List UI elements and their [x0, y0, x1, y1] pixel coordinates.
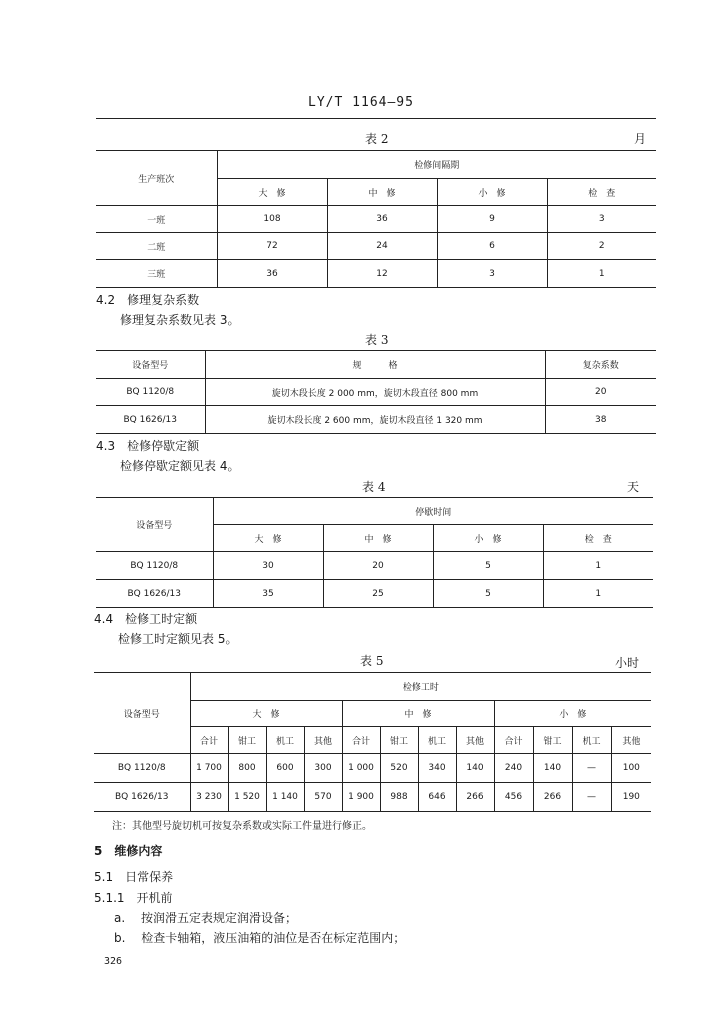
table-cell: 36: [327, 206, 437, 233]
table3-col-header: 设备型号: [96, 351, 205, 379]
row-label: 二班: [96, 233, 217, 260]
row-label: BQ 1120/8: [96, 379, 205, 406]
table-cell: 旋切木段长度 2 000 mm，旋切木段直径 800 mm: [205, 379, 545, 406]
table-cell: 108: [217, 206, 327, 233]
section-5-1-1-heading: 5.1.1 开机前: [94, 891, 173, 905]
page-number: 326: [104, 956, 123, 967]
table-cell: 800: [228, 754, 266, 783]
table5-subgroup-header: 小 修: [494, 701, 651, 727]
table2: [96, 150, 656, 288]
row-label: BQ 1120/8: [94, 754, 190, 783]
list-marker: a.: [114, 911, 126, 925]
row-label: 三班: [96, 260, 217, 288]
table4-group-header: 停歇时间: [213, 498, 653, 525]
table5-col-header: 合计: [494, 727, 533, 754]
table-cell: 35: [213, 580, 323, 608]
row-label: BQ 1626/13: [96, 580, 213, 608]
table2-col-header: 大 修: [217, 179, 327, 206]
table-cell: 24: [327, 233, 437, 260]
table-cell: 266: [456, 783, 494, 812]
table5-note: 注：其他型号旋切机可按复杂系数或实际工件量进行修正。: [112, 821, 372, 832]
section-4-2-text: 修理复杂系数见表 3。: [120, 313, 240, 327]
table-row: [96, 233, 656, 260]
table5-group-header: 检修工时: [190, 673, 651, 701]
table-cell: —: [572, 783, 611, 812]
table-cell: 9: [437, 206, 547, 233]
table-cell: 1 900: [342, 783, 380, 812]
table5-caption: 表 5: [360, 654, 384, 668]
table-cell: 100: [611, 754, 651, 783]
table-cell: 1: [543, 552, 653, 580]
table2-group-header: 检修间隔期: [217, 151, 656, 179]
section-4-3-heading: 4.3 检修停歇定额: [96, 439, 200, 453]
table-cell: 140: [533, 754, 572, 783]
row-label: BQ 1626/13: [94, 783, 190, 812]
table-cell: 6: [437, 233, 547, 260]
table5-unit: 小时: [615, 656, 640, 670]
table-cell: 25: [323, 580, 433, 608]
table-cell: 3: [437, 260, 547, 288]
table5-subgroup-header: 中 修: [342, 701, 494, 727]
table2-row-header: 生产班次: [96, 151, 217, 206]
table5-col-header: 钳工: [533, 727, 572, 754]
table-row: [96, 580, 653, 608]
table-row: [94, 754, 651, 783]
table5-col-header: 其他: [304, 727, 342, 754]
table5-col-header: 机工: [572, 727, 611, 754]
row-label: 一班: [96, 206, 217, 233]
table-cell: 12: [327, 260, 437, 288]
table-cell: 20: [323, 552, 433, 580]
table5-col-header: 合计: [190, 727, 228, 754]
table-cell: 140: [456, 754, 494, 783]
table-cell: 266: [533, 783, 572, 812]
table2-col-header: 小 修: [437, 179, 547, 206]
table4-col-header: 小 修: [433, 525, 543, 552]
list-item-text: 按润滑五定表规定润滑设备；: [141, 911, 298, 925]
table4-col-header: 大 修: [213, 525, 323, 552]
table5-col-header: 钳工: [228, 727, 266, 754]
table-cell: 5: [433, 552, 543, 580]
table-cell: 988: [380, 783, 418, 812]
header-rule: [96, 118, 656, 119]
table-cell: 30: [213, 552, 323, 580]
table4-caption: 表 4: [362, 480, 386, 494]
table2-caption: 表 2: [365, 132, 389, 146]
table-cell: 190: [611, 783, 651, 812]
table4: [96, 497, 653, 608]
table5: [94, 672, 651, 812]
table-cell: 36: [217, 260, 327, 288]
table3: [96, 350, 656, 434]
table-cell: 旋切木段长度 2 600 mm，旋切木段直径 1 320 mm: [205, 406, 545, 434]
table-cell: 340: [418, 754, 456, 783]
row-label: BQ 1120/8: [96, 552, 213, 580]
list-marker: b.: [114, 931, 126, 945]
section-4-4-heading: 4.4 检修工时定额: [94, 612, 198, 626]
table5-col-header: 合计: [342, 727, 380, 754]
table2-col-header: 中 修: [327, 179, 437, 206]
table-cell: 1 000: [342, 754, 380, 783]
table5-col-header: 其他: [456, 727, 494, 754]
table5-col-header: 钳工: [380, 727, 418, 754]
table5-subgroup-header: 大 修: [190, 701, 342, 727]
table4-unit: 天: [627, 480, 640, 494]
list-item: [114, 909, 297, 926]
table-row: [96, 406, 656, 434]
table4-row-header: 设备型号: [96, 498, 213, 552]
table-cell: 1 700: [190, 754, 228, 783]
table5-col-header: 其他: [611, 727, 651, 754]
table2-col-header: 检 查: [547, 179, 656, 206]
section-4-4-text: 检修工时定额见表 5。: [118, 632, 238, 646]
table2-unit: 月: [634, 132, 647, 146]
table-cell: 1 520: [228, 783, 266, 812]
row-label: BQ 1626/13: [96, 406, 205, 434]
table3-col-header: 复杂系数: [545, 351, 656, 379]
table-row: [96, 379, 656, 406]
table-cell: 3: [547, 206, 656, 233]
list-item: [114, 929, 405, 946]
table-cell: 72: [217, 233, 327, 260]
table-cell: —: [572, 754, 611, 783]
table5-col-header: 机工: [418, 727, 456, 754]
table-cell: 1: [547, 260, 656, 288]
table-cell: 1 140: [266, 783, 304, 812]
table-cell: 3 230: [190, 783, 228, 812]
table-row: [94, 783, 651, 812]
table4-col-header: 中 修: [323, 525, 433, 552]
table-cell: 570: [304, 783, 342, 812]
table5-col-header: 机工: [266, 727, 304, 754]
table-cell: 300: [304, 754, 342, 783]
table-cell: 600: [266, 754, 304, 783]
table5-row-header: 设备型号: [94, 673, 190, 754]
table-cell: 520: [380, 754, 418, 783]
section-4-3-text: 检修停歇定额见表 4。: [120, 459, 240, 473]
table-row: [96, 260, 656, 288]
table-cell: 456: [494, 783, 533, 812]
section-4-2-heading: 4.2 修理复杂系数: [96, 293, 200, 307]
section-5-1-heading: 5.1 日常保养: [94, 870, 174, 884]
table-row: [96, 206, 656, 233]
table-cell: 646: [418, 783, 456, 812]
table3-caption: 表 3: [365, 333, 389, 347]
table4-col-header: 检 查: [543, 525, 653, 552]
table-cell: 2: [547, 233, 656, 260]
page-header: LY/T 1164—95: [308, 95, 414, 110]
table-cell: 240: [494, 754, 533, 783]
table-cell: 20: [545, 379, 656, 406]
table3-col-header: 规 格: [205, 351, 545, 379]
table-row: [96, 552, 653, 580]
table-cell: 1: [543, 580, 653, 608]
table-cell: 38: [545, 406, 656, 434]
table-cell: 5: [433, 580, 543, 608]
section-5-heading: 5 维修内容: [94, 844, 163, 858]
list-item-text: 检查卡轴箱，液压油箱的油位是否在标定范围内；: [141, 931, 406, 945]
